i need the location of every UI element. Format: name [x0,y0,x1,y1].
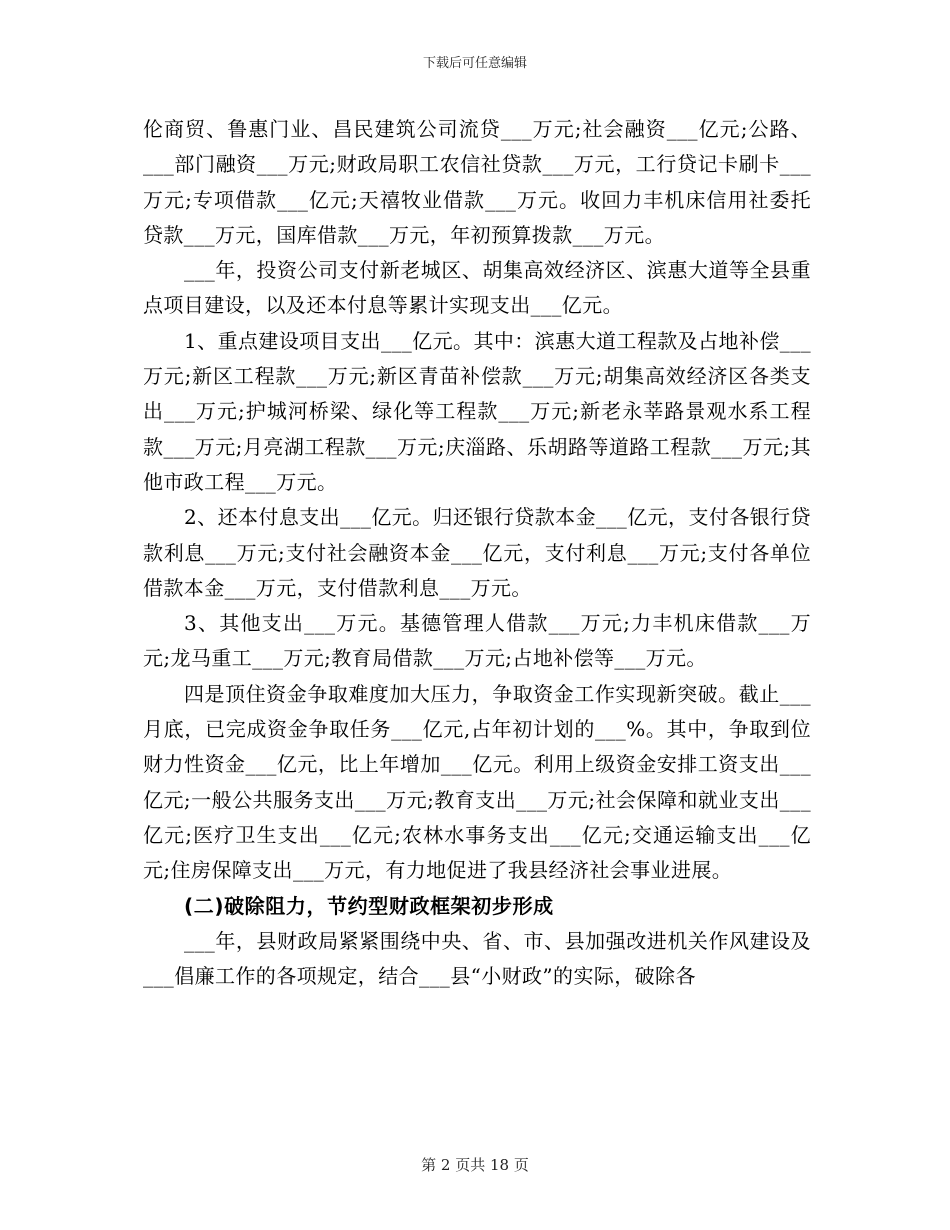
paragraph-key-projects: 1、重点建设项目支出___亿元。其中：滨惠大道工程款及占地补偿___万元;新区工程款___万元;新区青苗补偿款___万元;胡集高效经济区各类支出___万元;护城河桥梁、绿化等工程款___万元;新老永莘路景观水系工程款___万元;月亮湖工程款___万元;庆淄路、乐胡路等道路工程款___万元;其他市政工程___万元。 [143,328,811,494]
paragraph-debt-service: 2、还本付息支出___亿元。归还银行贷款本金___亿元，支付各银行贷款利息___万元;支付社会融资本金___亿元，支付利息___万元;支付各单位借款本金___万元，支付借款利息___万元。 [143,505,811,600]
paragraph-fund-raising: 四是顶住资金争取难度加大压力，争取资金工作实现新突破。截止___月底，已完成资金争取任务___亿元,占年初计划的___%。其中，争取到位财力性资金___亿元，比上年增加___亿元。利用上级资金安排工资支出___亿元;一般公共服务支出___万元;教育支出___万元;社会保障和就业支出___亿元;医疗卫生支出___亿元;农林水事务支出___亿元;交通运输支出___亿元;住房保障支出___万元，有力地促进了我县经济社会事业进展。 [143,681,811,883]
page-footer: 第 2 页共 18 页 [421,1156,529,1174]
section-heading: (二)破除阻力，节约型财政框架初步形成 [184,893,554,918]
paragraph-loans-continued: 伦商贸、鲁惠门业、昌民建筑公司流贷___万元;社会融资___亿元;公路、___部门融资___万元;财政局职工农信社贷款___万元，工行贷记卡刷卡___万元;专项借款___亿元;天禧牧业借款___万元。收回力丰机床信用社委托贷款___万元，国库借款___万元，年初预算拨款___万元。 [143,117,811,247]
paragraph-frugal-finance: ___年，县财政局紧紧围绕中央、省、市、县加强改进机关作风建设及___倡廉工作的各项规定，结合___县“小财政”的实际，破除各 [143,928,811,989]
paragraph-investment-expenditure: ___年，投资公司支付新老城区、胡集高效经济区、滨惠大道等全县重点项目建设，以及还本付息等累计实现支出___亿元。 [143,258,811,318]
page-header: 下载后可任意编辑 [422,56,527,71]
paragraph-other-expenditure: 3、其他支出___万元。基德管理人借款___万元;力丰机床借款___万元;龙马重工___万元;教育局借款___万元;占地补偿等___万元。 [143,611,811,671]
document-body [143,112,811,994]
